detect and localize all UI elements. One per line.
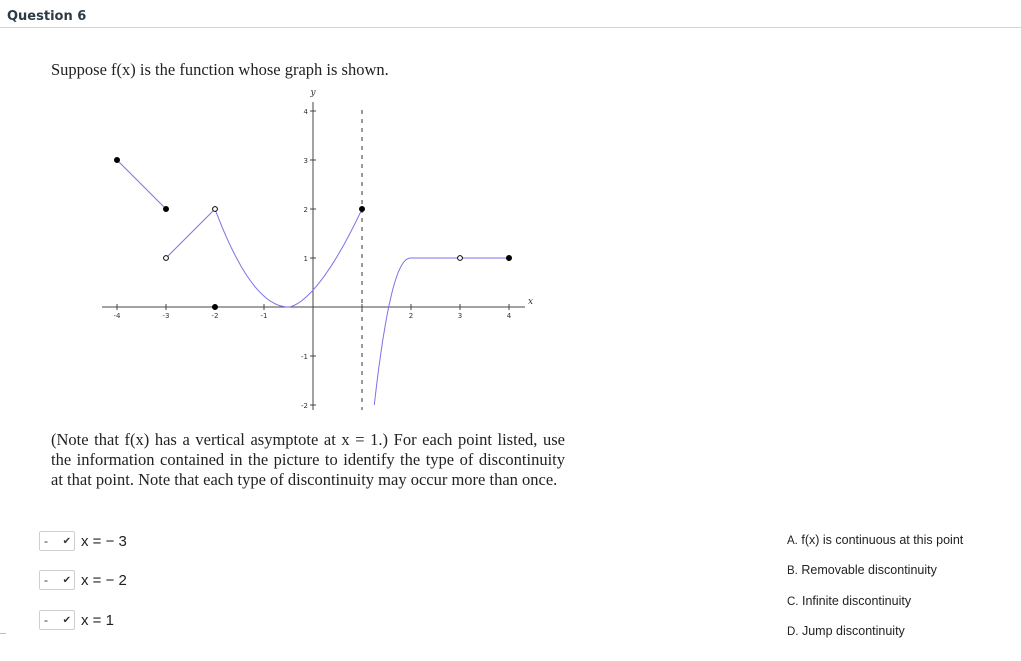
chevron-down-icon: ✔ xyxy=(62,574,71,586)
x-tick-label: -1 xyxy=(260,312,268,320)
y-tick-label: -1 xyxy=(301,353,308,361)
y-tick-label: 3 xyxy=(303,157,308,165)
option-letter: D. xyxy=(787,626,799,638)
answer-row-3 xyxy=(39,609,114,631)
select-value: - xyxy=(44,573,48,587)
option-b xyxy=(787,563,937,577)
x-tick-label: -2 xyxy=(211,312,219,320)
option-text: Infinite discontinuity xyxy=(801,594,912,608)
option-letter: A. xyxy=(787,535,798,547)
x-tick-label: 2 xyxy=(408,312,414,320)
open-point xyxy=(213,207,218,212)
graph-curve xyxy=(374,258,414,405)
filled-point xyxy=(114,157,119,162)
filled-point xyxy=(359,206,364,211)
graph-segment xyxy=(117,160,166,209)
option-text: Jump discontinuity xyxy=(801,624,905,638)
filled-point xyxy=(212,304,217,309)
y-tick-label: 2 xyxy=(303,206,308,214)
question-intro: Suppose f(x) is the function whose graph is shown. xyxy=(51,60,389,79)
option-c xyxy=(787,594,911,608)
answer-row-2 xyxy=(39,569,127,591)
chevron-down-icon: ✔ xyxy=(62,535,71,547)
divider xyxy=(0,633,6,634)
filled-point xyxy=(506,255,511,260)
y-tick-label: -2 xyxy=(301,402,308,410)
y-tick-label: 4 xyxy=(303,108,308,116)
select-value: - xyxy=(44,534,48,548)
answer-select-2[interactable] xyxy=(39,570,75,590)
answer-select-3[interactable] xyxy=(39,610,75,630)
x-tick-label: -4 xyxy=(113,312,121,320)
x-tick-label: -3 xyxy=(162,312,170,320)
question-title: Question 6 xyxy=(7,9,87,24)
filled-point xyxy=(163,206,168,211)
chevron-down-icon: ✔ xyxy=(62,614,71,626)
option-text: f(x) is continuous at this point xyxy=(801,533,964,547)
option-d xyxy=(787,624,905,638)
x-tick-label: 4 xyxy=(506,312,512,320)
open-point xyxy=(458,256,463,261)
answer-select-1[interactable] xyxy=(39,531,75,551)
answer-row-label: x = − 3 xyxy=(81,532,127,550)
answer-row-label: x = − 2 xyxy=(81,571,127,589)
answer-row-label: x = 1 xyxy=(81,611,114,629)
function-graph xyxy=(100,80,540,415)
select-value: - xyxy=(44,613,48,627)
y-axis-label: y xyxy=(310,88,316,98)
y-tick-label: 1 xyxy=(303,255,308,263)
answer-row-1 xyxy=(39,530,127,552)
x-tick-label: 3 xyxy=(457,312,463,320)
graph-curve xyxy=(215,209,362,307)
x-axis-label: x xyxy=(528,297,534,307)
option-letter: B. xyxy=(787,565,798,577)
open-point xyxy=(164,256,169,261)
option-letter: C. xyxy=(787,596,799,608)
option-a xyxy=(787,533,963,547)
question-header xyxy=(0,0,1021,28)
question-note: (Note that f(x) has a vertical asymptote at x = 1.) For each point listed, use the information contained in the picture to identify the type of discontinuity at that point. Note that each type of discontinuity may occur more than once. xyxy=(51,430,565,489)
option-text: Removable discontinuity xyxy=(801,563,937,577)
graph-svg xyxy=(100,80,540,415)
graph-segment xyxy=(166,209,215,258)
